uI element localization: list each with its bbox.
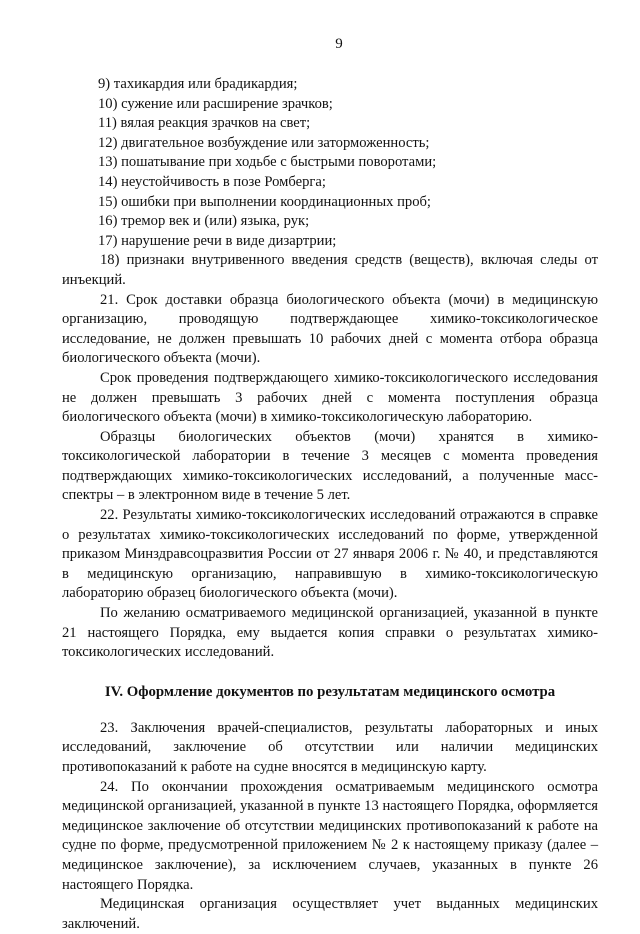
list-item: 15) ошибки при выполнении координационных проб;: [98, 193, 431, 210]
symptom-list: [62, 75, 598, 251]
paragraph: По желанию осматриваемого медицинской организацией, указанной в пункте 21 настоящего Порядка, ему выдается копия справки о результатах химико-токсикологических исследований.: [62, 605, 598, 661]
list-item: 16) тремор век и (или) языка, рук;: [98, 213, 310, 230]
list-item: 10) сужение или расширение зрачков;: [98, 95, 333, 112]
paragraph: Медицинская организация осуществляет учет выданных медицинских заключений.: [62, 896, 598, 932]
section-heading: IV. Оформление документов по результатам медицинского осмотра: [104, 683, 556, 700]
list-item: 13) пошатывание при ходьбе с быстрыми поворотами;: [98, 154, 437, 171]
list-item: 14) неустойчивость в позе Ромберга;: [98, 173, 326, 190]
paragraph: 23. Заключения врачей-специалистов, результаты лабораторных и иных исследований, заключение об отсутствии или наличии медицинских противопоказаний к работе на судне вносятся в медицинскую карту.: [62, 719, 598, 775]
paragraph: Срок проведения подтверждающего химико-токсикологического исследования не должен превышать 3 рабочих дней с момента поступления образца биологического объекта (мочи) в химико-токсикологическую лабораторию.: [62, 369, 598, 426]
list-item: 12) двигательное возбуждение или заторможенность;: [98, 134, 430, 151]
paragraph: Образцы биологических объектов (мочи) хранятся в химико-токсикологической лаборатории в течение 3 месяцев с момента проведения подтверждающих химико-токсикологических исследований, а полученные масс-спектры – в электронном виде в течение 5 лет.: [62, 428, 598, 504]
paragraph: 22. Результаты химико-токсикологических исследований отражаются в справке о результатах химико-токсикологических исследований по форме, утвержденной приказом Минздравсоцразвития России от 27 января 2006 г. № 40, и представляются в медицинскую организацию, направившую в химико-токсикологическую лабораторию образец биологического объекта (мочи).: [62, 507, 598, 602]
list-item: 17) нарушение речи в виде дизартрии;: [98, 232, 337, 249]
list-item: 9) тахикардия или брадикардия;: [98, 76, 298, 92]
body-text-after-heading: [62, 719, 598, 934]
paragraph: 21. Срок доставки образца биологического объекта (мочи) в медицинскую организацию, проводящую подтверждающее химико-токсикологическое исследование, не должен превышать 10 рабочих дней с момента отбора образца биологического объекта (мочи).: [62, 291, 598, 367]
body-text-before-heading: [62, 251, 598, 662]
paragraph: 18) признаки внутривенного введения средств (веществ), включая следы от инъекций.: [62, 252, 598, 288]
list-item: 11) вялая реакция зрачков на свет;: [98, 115, 311, 132]
paragraph: 24. По окончании прохождения осматриваемым медицинского осмотра медицинской организацией, указанной в пункте 13 настоящего Порядка, оформляется медицинское заключение об отсутствии медицинских противопоказаний к работе на судне по форме, предусмотренной приложением № 2 к настоящему приказу (далее – медицинское заключение), за исключением случаев, указанных в пункте 26 настоящего Порядка.: [62, 778, 598, 893]
page-number: 9: [335, 36, 343, 52]
